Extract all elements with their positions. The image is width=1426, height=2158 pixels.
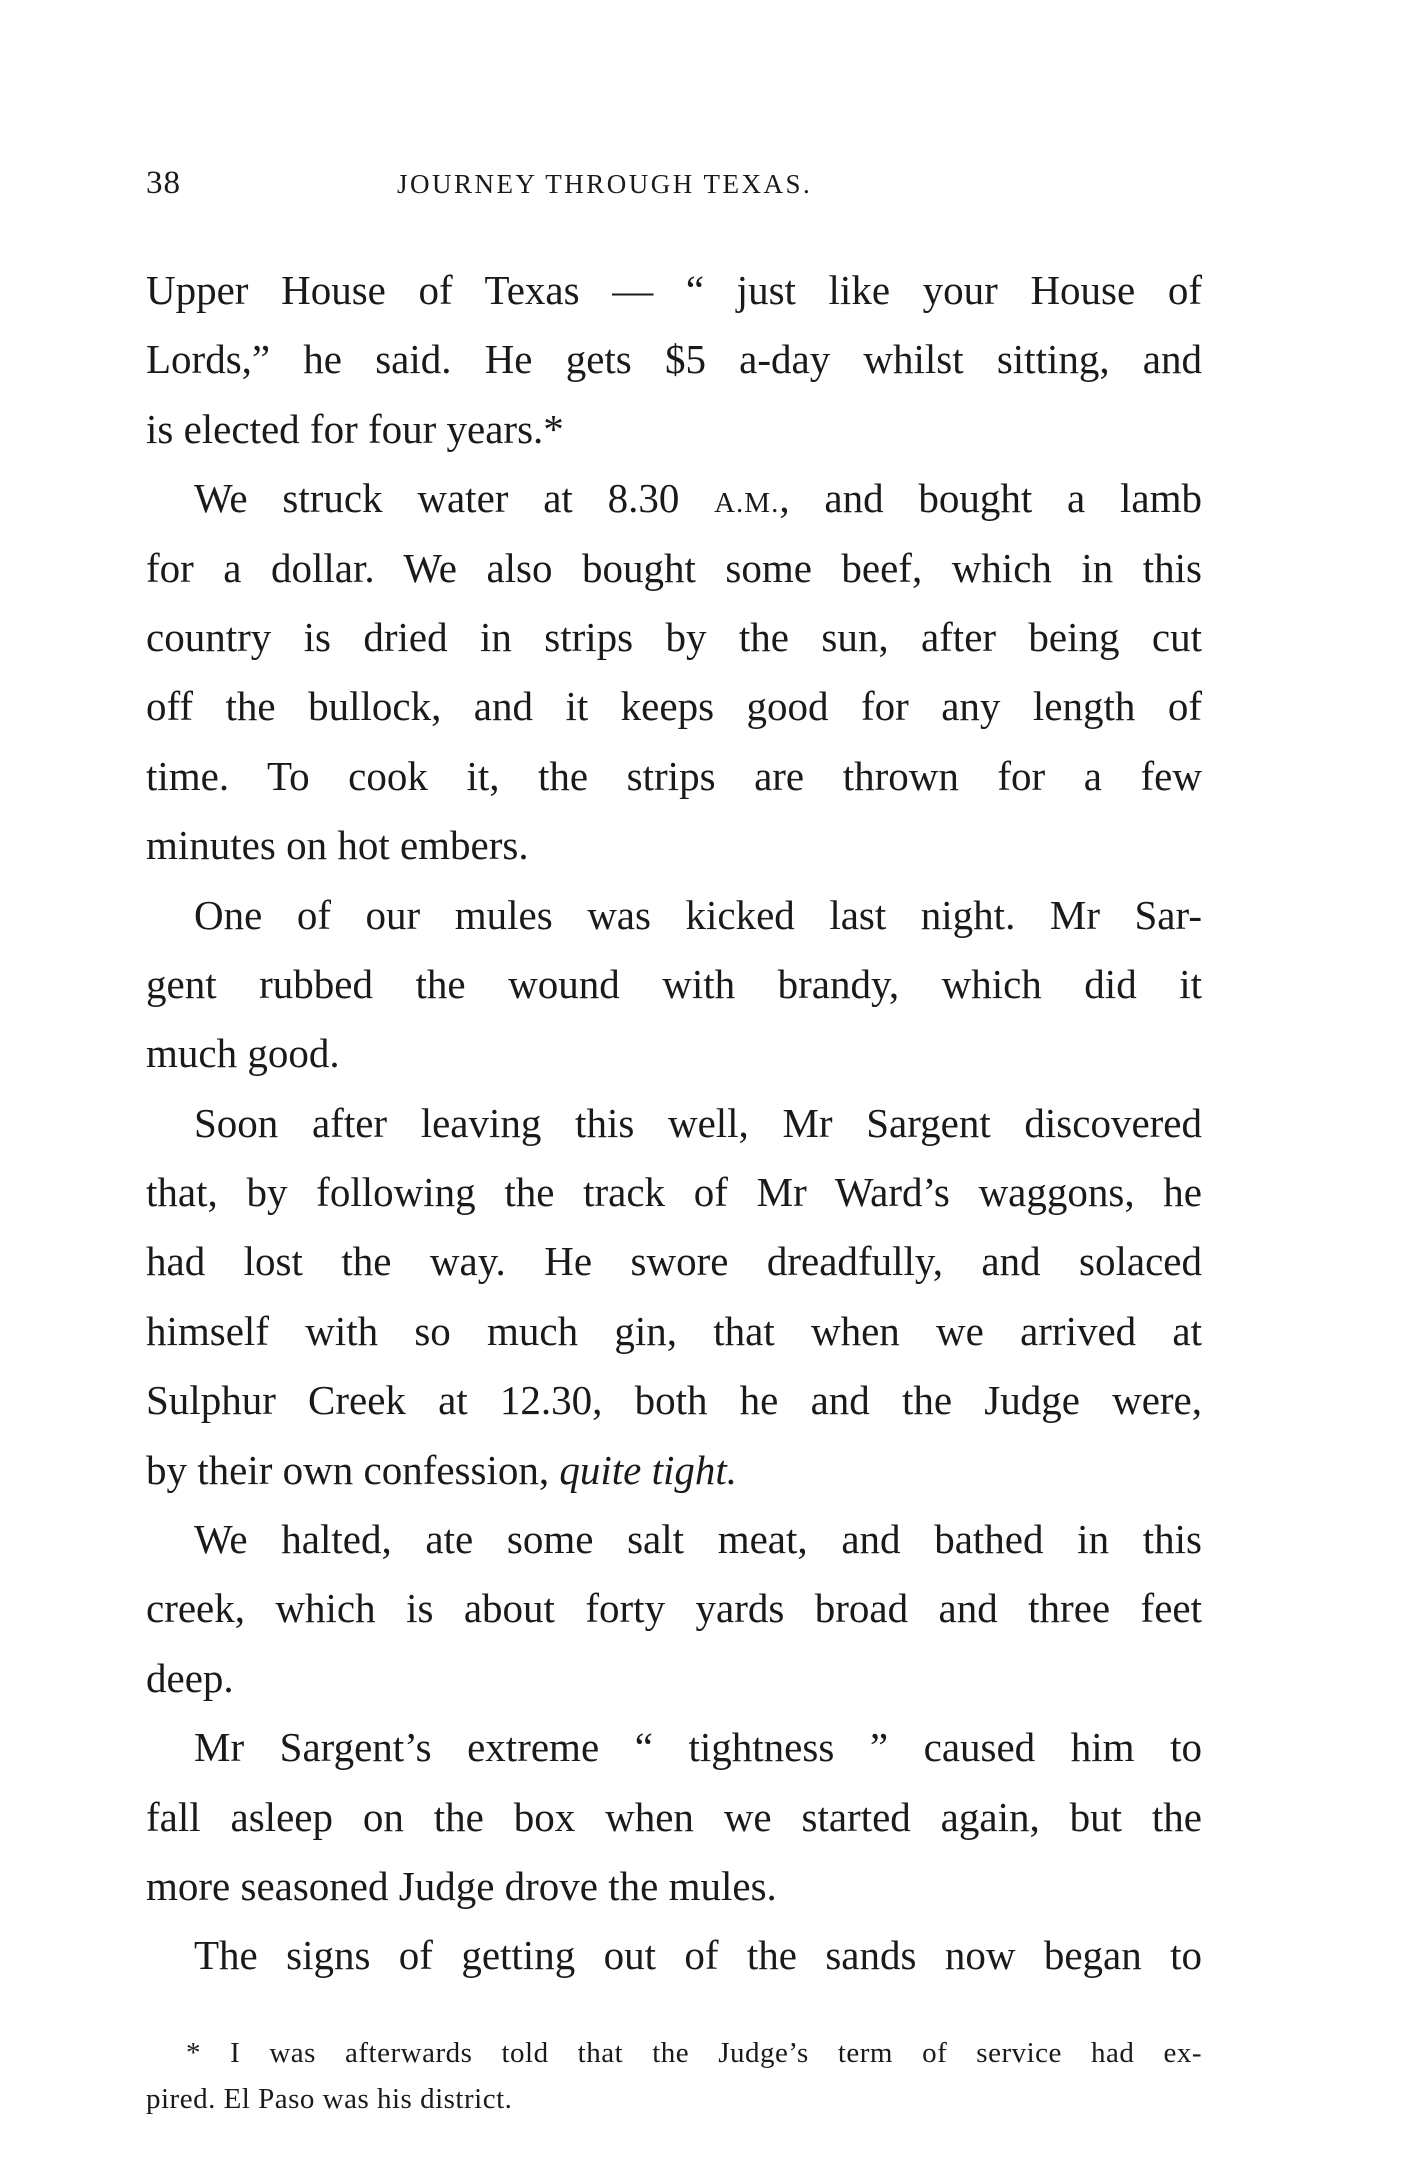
text-line: more seasoned Judge drove the mules. [146,1862,777,1909]
running-head: JOURNEY THROUGH TEXAS. [397,169,813,199]
italic-phrase: quite tight. [559,1446,737,1493]
text-line: is elected for four years.* [146,405,564,452]
footnote-line: pired. El Paso was his district. [146,2083,513,2115]
body-text [146,256,1202,1991]
text-fragment: We struck water at 8.30 [194,475,715,522]
text-line: fall asleep on the box when we started again, but the [146,1793,1202,1840]
text-line: minutes on hot embers. [146,822,529,869]
text-line: One of our mules was kicked last night. Mr Sar- [194,891,1202,938]
text-line: Soon after leaving this well, Mr Sargent discovered [194,1099,1202,1146]
text-line: himself with so much gin, that when we arrived at [146,1307,1202,1354]
small-caps-time: A.M. [714,487,780,520]
text-line: for a dollar. We also bought some beef, which in this [146,544,1202,591]
text-fragment: , and bought a lamb [779,475,1202,522]
text-line [146,1436,1202,1505]
text-line: Sulphur Creek at 12.30, both he and the Judge were, [146,1377,1202,1424]
text-line: The signs of getting out of the sands now began to [194,1932,1202,1979]
text-line: Upper House of Texas — “ just like your House of [146,267,1202,313]
footnote [146,2030,1202,2122]
text-line: Mr Sargent’s extreme “ tightness ” caused him to [194,1724,1202,1771]
text-line: gent rubbed the wound with brandy, which did it [146,960,1202,1007]
text-line: had lost the way. He swore dreadfully, and solaced [146,1238,1202,1285]
text-line: off the bullock, and it keeps good for any length of [146,683,1202,730]
text-line [146,464,1202,533]
page-header [0,165,1426,205]
text-fragment: by their own confession, [146,1446,560,1493]
text-line: time. To cook it, the strips are thrown for a few [146,752,1202,799]
text-line: much good. [146,1030,340,1077]
page-number: 38 [146,165,181,201]
text-line: Lords,” he said. He gets $5 a-day whilst sitting, and [146,336,1202,383]
text-line: deep. [146,1654,234,1701]
text-line: that, by following the track of Mr Ward’s waggons, he [146,1169,1202,1216]
footnote-line: * I was afterwards told that the Judge’s term of service had ex- [186,2037,1202,2069]
text-line: We halted, ate some salt meat, and bathed in this [194,1516,1202,1563]
text-line: country is dried in strips by the sun, after being cut [146,613,1202,660]
text-line: creek, which is about forty yards broad and three feet [146,1585,1202,1632]
